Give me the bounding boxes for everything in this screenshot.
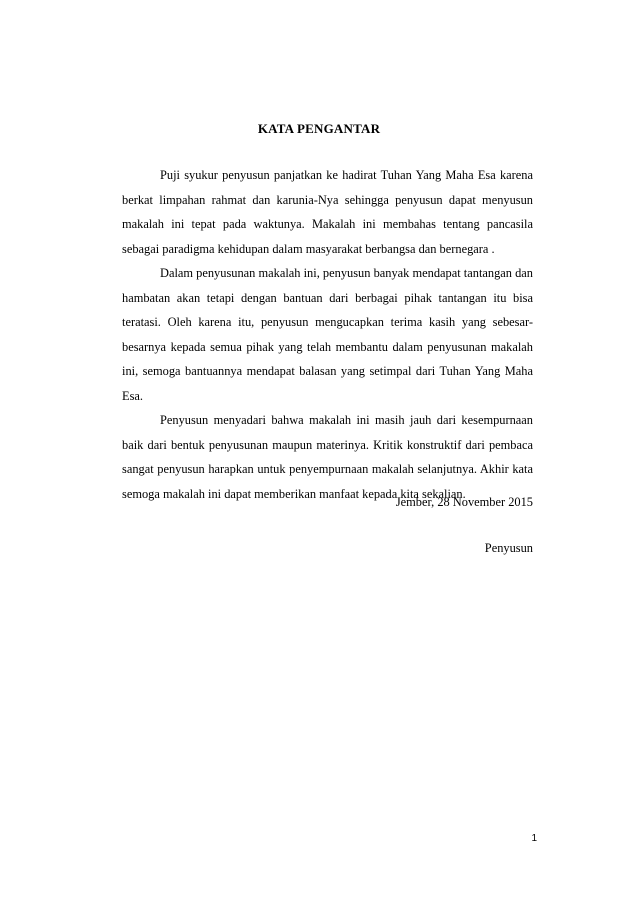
paragraph-1: Puji syukur penyusun panjatkan ke hadirat Tuhan Yang Maha Esa karena berkat limpahan rahmat dan karunia-Nya sehingga penyusun dapat menyusun makalah ini tepat pada waktunya. Makalah ini membahas tentang pancasila sebagai paradigma kehidupan dalam masyarakat berbangsa dan bernegara .: [122, 168, 533, 256]
paragraph-2: Dalam penyusunan makalah ini, penyusun banyak mendapat tantangan dan hambatan akan tetapi dengan bantuan dari berbagai pihak tantangan itu bisa teratasi. Oleh karena itu, penyusun mengucapkan terima kasih yang sebesar-besarnya kepada semua pihak yang telah membantu dalam penyusunan makalah ini, semoga bantuannya mendapat balasan yang setimpal dari Tuhan Yang Maha Esa.: [122, 266, 533, 403]
page-number: 1: [531, 833, 537, 844]
page-title: KATA PENGANTAR: [257, 121, 381, 136]
paragraph-3: Penyusun menyadari bahwa makalah ini masih jauh dari kesempurnaan baik dari bentuk penyusunan maupun materinya. Kritik konstruktif dari pembaca sangat penyusun harapkan untuk penyempurnaan makalah selanjutnya. Akhir kata semoga makalah ini dapat memberikan manfaat kepada kita sekalian.: [122, 413, 533, 501]
body-text: [122, 163, 533, 506]
place-date: Jember, 28 November 2015: [395, 495, 533, 509]
signatory: Penyusun: [484, 541, 533, 555]
